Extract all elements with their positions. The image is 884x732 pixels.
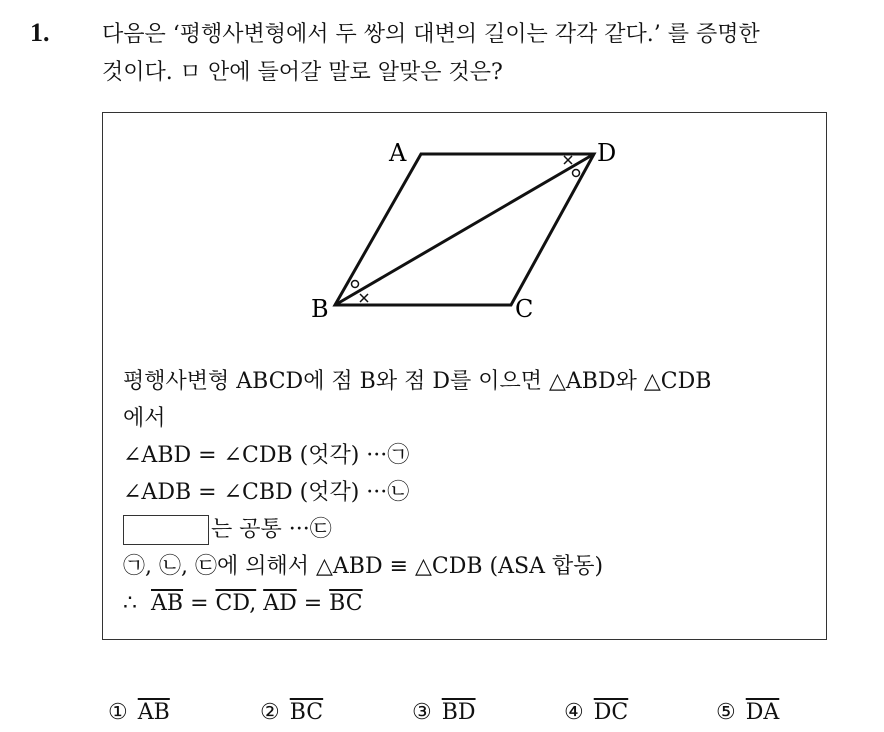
choice-number: ④ [564, 700, 584, 725]
proof-line-1: 평행사변형 ABCD에 점 B와 점 D를 이으면 △ABD와 △CDB [123, 369, 712, 394]
segment-ab: $\overline{AB}$ [151, 591, 184, 616]
choice-5[interactable] [716, 700, 779, 725]
choice-1[interactable] [108, 700, 170, 725]
proof-line-3: ∠ABD = ∠CDB (엇각) ···㉠ [123, 443, 410, 468]
equals-1: = [190, 591, 209, 616]
choice-text: $\overline{BC}$ [289, 700, 324, 725]
choice-text: $\overline{DA}$ [745, 700, 780, 725]
answer-choices [108, 700, 828, 732]
choice-text: $\overline{AB}$ [137, 700, 170, 725]
vertex-label-d: D [597, 139, 617, 167]
choice-text: $\overline{DC}$ [593, 700, 629, 725]
question-number: 1. [30, 18, 50, 47]
angle-mark-cross-d [564, 156, 572, 164]
parallelogram-figure [103, 113, 825, 353]
proof-line-2: 에서 [123, 406, 166, 431]
choice-number: ② [260, 700, 280, 725]
vertex-label-c: C [515, 295, 534, 323]
proof-line-4: ∠ADB = ∠CBD (엇각) ···㉡ [123, 480, 410, 505]
choice-2[interactable] [260, 700, 323, 725]
segment-bc: $\overline{BC}$ [329, 591, 363, 616]
angle-mark-circle-b [352, 281, 359, 288]
choice-number: ⑤ [716, 700, 736, 725]
equals-2: = [303, 591, 323, 616]
vertex-label-a: A [389, 139, 407, 167]
proof-line-5 [123, 511, 813, 548]
choice-number: ③ [412, 700, 432, 725]
choice-4[interactable] [564, 700, 628, 725]
question-line-2: 것이다. ㅁ 안에 들어갈 말로 알맞은 것은? [102, 60, 503, 85]
diagonal-bd [335, 154, 594, 305]
segment-ad: $\overline{AD}$ [263, 591, 297, 616]
answer-blank-box [123, 515, 209, 545]
proof-line-6: ㉠, ㉡, ㉢에 의해서 △ABD ≡ △CDB (ASA 합동) [123, 554, 604, 579]
segment-cd: CD, [215, 591, 257, 616]
angle-mark-cross-b [360, 294, 368, 302]
proof-text [123, 363, 813, 622]
vertex-label-b: B [311, 295, 329, 323]
choice-3[interactable] [412, 700, 476, 725]
question-text [102, 16, 872, 92]
therefore-symbol: ∴ [123, 591, 137, 616]
proof-line-7 [123, 585, 813, 622]
angle-mark-circle-d [573, 170, 580, 177]
choice-text: $\overline{BD}$ [441, 700, 476, 725]
proof-box [102, 112, 827, 640]
question-line-1: 다음은 ‘평행사변형에서 두 쌍의 대변의 길이는 각각 같다.’ 를 증명한 [102, 22, 760, 47]
choice-number: ① [108, 700, 128, 725]
common-text: 는 공통 ···㉢ [211, 517, 332, 542]
